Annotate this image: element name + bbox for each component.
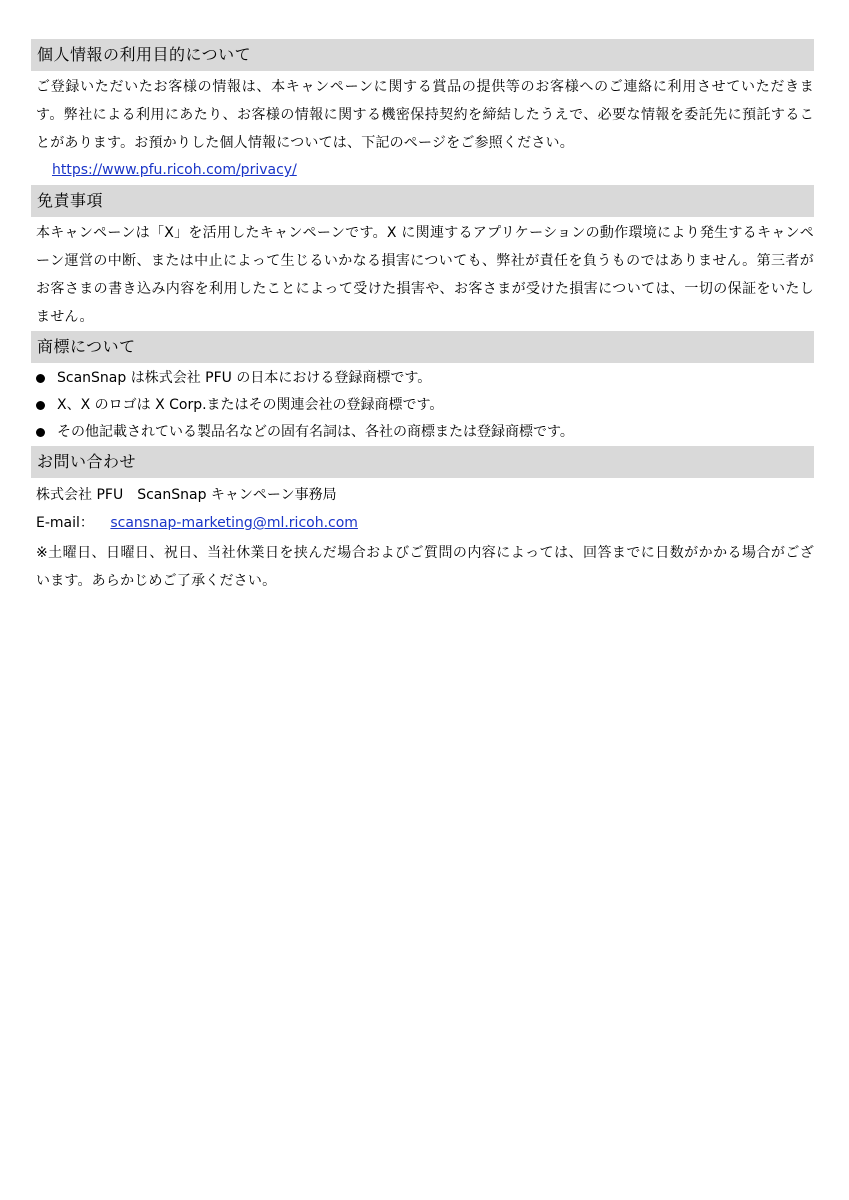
contact-note: ※土曜日、日曜日、祝日、当社休業日を挟んだ場合およびご質問の内容によっては、回答までに日数がかかる場合がございます。あらかじめご了承ください。 xyxy=(36,545,814,589)
email-label: E-mail： xyxy=(36,515,94,531)
trademarks-heading: 商標について xyxy=(31,331,814,363)
trademark-item-x: X、X のロゴは X Corp.またはその関連会社の登録商標です。 xyxy=(57,397,444,413)
privacy-policy-link[interactable]: https://www.pfu.ricoh.com/privacy/ xyxy=(52,162,297,178)
bullet-icon xyxy=(36,428,45,437)
bullet-icon xyxy=(36,401,45,410)
trademark-item-scansnap: ScanSnap は株式会社 PFU の日本における登録商標です。 xyxy=(57,370,432,386)
contact-email-line xyxy=(31,509,814,537)
list-item xyxy=(31,365,814,392)
contact-office: 株式会社 PFU ScanSnap キャンペーン事務局 xyxy=(36,487,337,503)
privacy-link-line xyxy=(31,157,814,183)
disclaimer-body: 本キャンペーンは「X」を活用したキャンペーンです。X に関連するアプリケーションの動作環境により発生するキャンペーン運営の中断、または中止によって生じるいかなる損害についても、弊社が責任を負うものではありません。第三者がお客さまの書き込み内容を利用したことによって受けた損害や、お客さまが受けた損害については、一切の保証をいたしません。 xyxy=(36,225,814,325)
list-item xyxy=(31,419,814,446)
bullet-icon xyxy=(36,374,45,383)
contact-heading: お問い合わせ xyxy=(31,446,814,478)
email-link[interactable]: scansnap-marketing@ml.ricoh.com xyxy=(110,515,358,531)
disclaimer-heading: 免責事項 xyxy=(31,185,814,217)
privacy-heading: 個人情報の利用目的について xyxy=(31,39,814,71)
trademark-item-others: その他記載されている製品名などの固有名詞は、各社の商標または登録商標です。 xyxy=(57,424,574,440)
list-item xyxy=(31,392,814,419)
privacy-body: ご登録いただいたお客様の情報は、本キャンペーンに関する賞品の提供等のお客様へのご連絡に利用させていただきます。弊社による利用にあたり、お客様の情報に関する機密保持契約を締結したうえで、必要な情報を委託先に預託することがあります。お預かりした個人情報については、下記のページをご参照ください。 xyxy=(36,79,814,151)
trademarks-list xyxy=(31,365,814,446)
document-page xyxy=(31,39,814,595)
